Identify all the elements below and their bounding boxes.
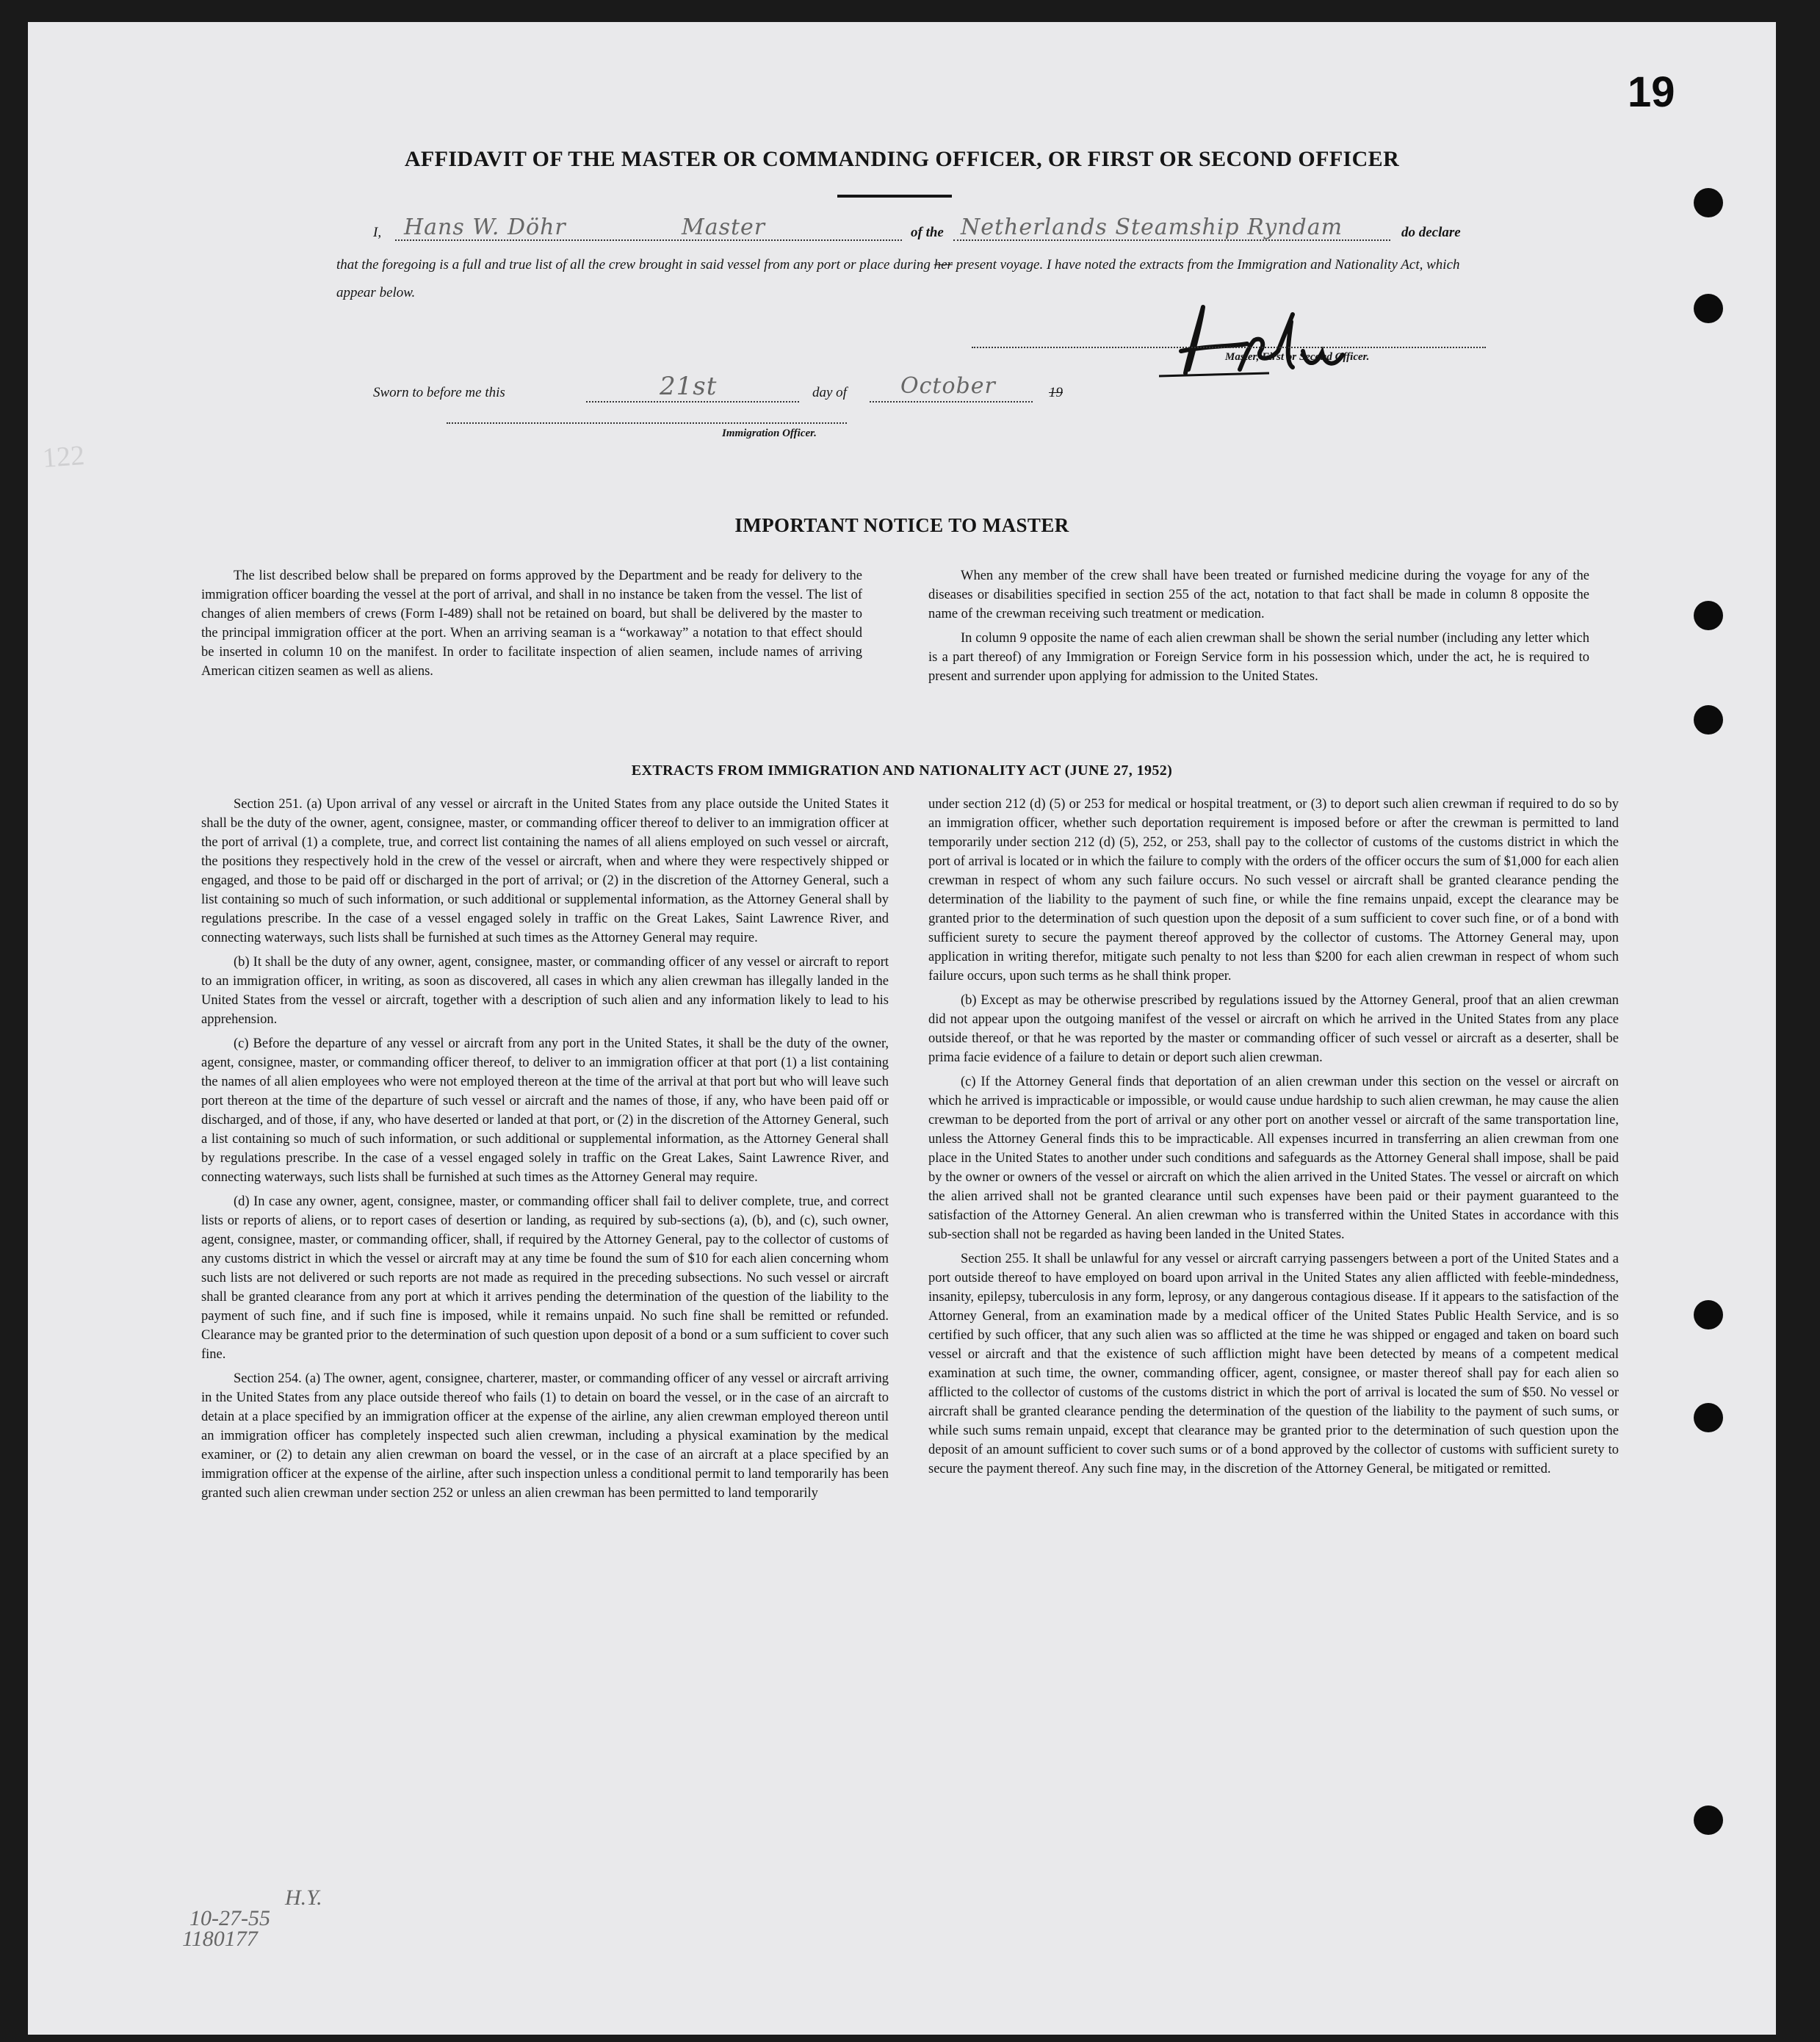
notice-right-column <box>928 566 1589 691</box>
immigration-officer-line <box>447 422 847 424</box>
page-number-mark: 19 <box>1628 68 1675 116</box>
sworn-line <box>373 367 1254 404</box>
day-handwritten: 21st <box>660 372 718 401</box>
notice-paragraph: The list described below shall be prepared on forms approved by the Department and be ready for delivery to the immigration officer boarding the vessel at the port of arrival, and shall in no instance be taken from the vessel. The list of changes of alien members of crews (Form I-489) shall not be retained on board, but shall be delivered by the master to the principal immigration officer at the port. When an arriving seaman is a “workaway” a notation to that effect should be inserted in column 10 on the manifest. In order to facilitate inspection of alien seamen, include names of arriving American citizen seamen as well as aliens. <box>201 569 862 679</box>
notice-left-column <box>201 566 862 686</box>
bottom-left-notation: H.Y. 10-27-55 1180177 <box>182 1886 322 1951</box>
vessel-handwritten: Netherlands Steamship Ryndam <box>961 214 1343 240</box>
decl-prefix: I, <box>373 225 382 240</box>
punch-hole <box>1694 1403 1723 1432</box>
do-declare-label: do declare <box>1401 225 1461 240</box>
section-254c: (c) If the Attorney General finds that deportation of an alien crewman under this section on the vessel or aircraft on which he arrived is impracticable or impossible, or would cause undue hardship to such alien crewman, he may cause the alien crewman to be deported from the port of arrival or any other port on another vessel or aircraft of the same transportation line, unless the Attorney General finds this to be impracticable. All expenses incurred in transferring an alien crewman from one place in the United States to another under such conditions and safeguards as the Attorney General shall impose, shall be paid by the owner or owners of the vessel or aircraft on which the alien arrived in the United States. The vessel or aircraft on which the alien arrived shall not be granted clearance until such expenses have been paid or their payment guaranteed to the satisfaction of the Attorney General. An alien crewman who is transferred within the United States in accordance with this sub-section shall not be regarded as having been landed in the United States. <box>928 1075 1619 1242</box>
declaration-body: that the foregoing is a full and true list of all the crew brought in said vessel from any port or place during her present voyage. I have noted the extracts from the Immigration and Nationality Act, which appear below. <box>336 257 1460 300</box>
vessel-dotted-line <box>953 239 1390 241</box>
name-dotted-line <box>395 239 902 241</box>
punch-hole <box>1694 601 1723 630</box>
section-251a: Section 251. (a) Upon arrival of any vessel or aircraft in the United States from any place outside the United States it shall be the duty of the owner, agent, consignee, master, or commanding officer thereof to deliver to an immigration officer at the port of arrival (1) a complete, true, and correct list containing the names of all aliens employed on such vessel or aircraft, the positions they respectively hold in the crew of the vessel or aircraft, when and where they were respectively shipped or engaged, and those to be paid off or discharged in the port of arrival; or (2) in the discretion of the Attorney General, such a list containing so much of such information, or such additional or supplemental information, as the Attorney General shall by regulations prescribe. In the case of a vessel engaged solely in traffic on the Great Lakes, Saint Lawrence River, and connecting waterways, such lists shall be furnished at such times as the Attorney General may require. <box>201 797 889 945</box>
section-251b: (b) It shall be the duty of any owner, agent, consignee, master, or commanding officer of any vessel or aircraft to report to an immigration officer, in writing, as soon as discovered, all cases in which any alien crewman has illegally landed in the United States from the vessel or aircraft, together with a description of such alien and any information likely to lead to his apprehension. <box>201 955 889 1027</box>
month-dotted-line <box>870 401 1033 403</box>
extracts-left-column <box>201 795 889 1508</box>
rank-handwritten: Master <box>682 214 766 240</box>
extracts-right-column <box>928 795 1619 1484</box>
notice-title: IMPORTANT NOTICE TO MASTER <box>734 514 1069 536</box>
year-struck: 19 <box>1049 385 1063 400</box>
punch-hole <box>1694 188 1723 217</box>
title-rule <box>837 195 952 198</box>
officer-line-label: Immigration Officer. <box>722 427 817 439</box>
punch-hole <box>1694 1805 1723 1835</box>
day-of-label: day of <box>812 385 847 400</box>
margin-number: 122 <box>41 440 86 474</box>
section-251d: (d) In case any owner, agent, consignee, master, or commanding officer shall fail to deliver complete, true, and correct lists or reports of aliens, or to report cases of desertion or landing, as required by sub-sections (a), (b), and (c), such owner, agent, consignee, master, or commanding officer, shall, if required by the Attorney General, pay to the collector of customs of any customs district in which the vessel or aircraft may at any time be found the sum of $10 for each alien concerning whom such lists are not delivered or such reports are not made as required in the preceding subsections. No such vessel or aircraft shall be granted clearance from any port at which it arrives pending the determination of the question of the liability to the payment of such fine, and if such fine is imposed, while it remains unpaid. No such fine shall be remitted or refunded. Clearance may be granted prior to the determination of such question upon deposit of a bond or a sum sufficient to cover such fine. <box>201 1194 889 1362</box>
section-254b: (b) Except as may be otherwise prescribed by regulations issued by the Attorney General, proof that an alien crewman did not appear upon the outgoing manifest of the vessel or aircraft on which he arrived in the United States from any place outside thereof, or that he was reported by the master or commanding officer of such vessel or aircraft as a deserter, shall be prima facie evidence of a failure to detain or deport such alien crewman. <box>928 993 1619 1065</box>
master-line-label: Master, First or Second Officer. <box>1225 351 1370 363</box>
of-the-label: of the <box>911 225 944 240</box>
notice-paragraph: In column 9 opposite the name of each alien crewman shall be shown the serial number (including any letter which is a part thereof) of any Immigration or Foreign Service form in his possession which, under the act, he is required to present and surrender upon applying for admission to the United States. <box>928 631 1589 684</box>
section-251c: (c) Before the departure of any vessel or aircraft from any port in the United States, it shall be the duty of the owner, agent, consignee, master, or commanding officer thereof, to deliver to an immigration officer at that port (1) a list containing the names of all alien employees who were not employed thereon at the time of the arrival at that port but who will leave such port thereon at the time of the departure of such vessel or aircraft and the names of those, if any, who have been paid off or discharged, and of those, if any, who have deserted or landed at that port, or (2) in the discretion of the Attorney General, such a list containing so much of such information, or such additional or supplemental information, as the Attorney General shall by regulations prescribe. In the case of a vessel engaged solely in traffic on the Great Lakes, Saint Lawrence River, and connecting waterways, such lists shall be furnished at such times as the Attorney General may require. <box>201 1036 889 1185</box>
punch-hole <box>1694 1300 1723 1330</box>
day-dotted-line <box>586 401 799 403</box>
section-255: Section 255. It shall be unlawful for any vessel or aircraft carrying passengers between a port of the United States and a port outside thereof to have employed on board upon arrival in the United States any alien afflicted with feeble-mindedness, insanity, epilepsy, tuberculosis in any form, leprosy, or any dangerous contagious disease. If it appears to the satisfaction of the Attorney General, from an examination made by a medical officer of the United States Public Health Service, and is so certified by such officer, that any such alien was so afflicted at the time he was shipped or engaged and taken on board such vessel or aircraft and that the existence of such affliction might have been detected by means of a competent medical examination at such time, the owner, commanding officer, agent, consignee, or master thereof shall pay for each alien so afflicted to the collector of customs of the customs district in which the port of arrival is located the sum of $50. No vessel or aircraft shall be granted clearance pending the determination of the question of the liability to the payment of such sums, or while such sums remain unpaid, except that clearance may be granted prior to the determination of such question upon the deposit of an amount sufficient to cover such sums or of a bond approved by the collector of customs with sufficient surety to secure the payment thereof. Any such fine may, in the discretion of the Attorney General, be mitigated or remitted. <box>928 1252 1619 1476</box>
document-page <box>28 22 1776 2035</box>
sworn-label: Sworn to before me this <box>373 385 505 400</box>
master-name-handwritten: Hans W. Döhr <box>404 214 566 240</box>
notice-paragraph: When any member of the crew shall have been treated or furnished medicine during the voyage for any of the diseases or disabilities specified in section 255 of the act, notation to that fact shall be made in column 8 opposite the name of the crewman receiving such treatment or medication. <box>928 569 1589 621</box>
punch-hole <box>1694 294 1723 323</box>
extracts-title: EXTRACTS FROM IMMIGRATION AND NATIONALITY ACT (JUNE 27, 1952) <box>631 762 1173 779</box>
month-handwritten: October <box>900 373 996 399</box>
affidavit-title: AFFIDAVIT OF THE MASTER OR COMMANDING OFFICER, OR FIRST OR SECOND OFFICER <box>404 147 1400 171</box>
master-signature-line <box>972 347 1486 348</box>
section-254a: Section 254. (a) The owner, agent, consignee, charterer, master, or commanding officer of any vessel or aircraft arriving in the United States from any place outside thereof who fails (1) to detain on board the vessel, or in the case of an aircraft to detain at a place specified by an immigration officer at the expense of the airline, any alien crewman employed thereon until an immigration officer has completely inspected such alien crewman, including a physical examination by the medical examiner, or (2) to detain any alien crewman on board the vessel, or in the case of an aircraft at a place specified by an immigration officer at the expense of the airline, after such inspection unless a conditional permit to land temporarily has been granted such alien crewman under section 252 or unless an alien crewman has been permitted to land temporarily <box>201 1371 889 1501</box>
declaration-line <box>373 214 1519 247</box>
struck-word: her <box>934 257 953 273</box>
punch-hole <box>1694 705 1723 735</box>
section-254a-cont: under section 212 (d) (5) or 253 for medical or hospital treatment, or (3) to deport such alien crewman if required to do so by an immigration officer, whether such deportation requirement is imposed before or after the crewman is permitted to land temporarily under section 212 (d) (5), 252, or 253, shall pay to the collector of customs of the customs district in which the port of arrival is located or in which the failure to comply with the orders of the officer occurs the sum of $1,000 for each alien crewman in respect of whom any such failure occurs. No such vessel or aircraft shall be granted clearance pending the determination of the liability to the payment of such fine, or while the fine remains unpaid, except the clearance may be granted prior to the determination of such question upon the deposit of a sum sufficient to cover such fine, or of a bond with sufficient surety to secure the payment thereof approved by the collector of customs. The Attorney General may, upon application in writing therefor, mitigate such penalty to not less than $200 for each alien crewman in respect of whom such failure occurs, upon such terms as he shall think proper. <box>928 797 1619 984</box>
